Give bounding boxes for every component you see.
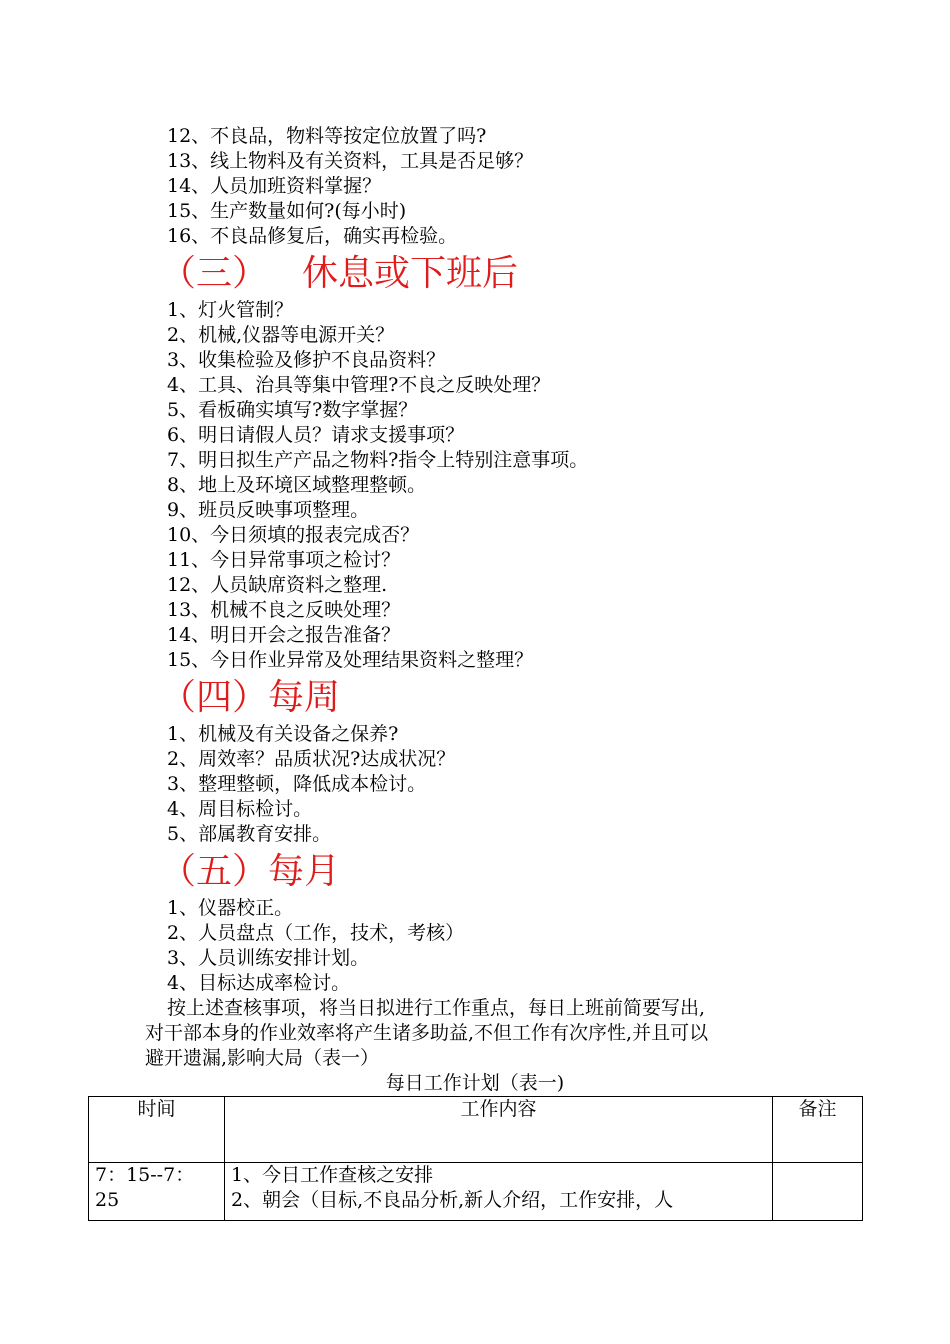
section-heading-4: （四）每周 (160, 677, 341, 718)
list-item: 2、周效率？品质状况?达成状况？ (167, 748, 456, 770)
daily-plan-table (88, 1096, 863, 1221)
list-item: 14、明日开会之报告准备？ (167, 624, 401, 646)
list-item: 3、整理整顿，降低成本检讨。 (167, 773, 427, 795)
list-item: 13、线上物料及有关资料，工具是否足够？ (167, 150, 534, 172)
header-content: 工作内容 (225, 1097, 773, 1163)
time-cell (89, 1163, 225, 1221)
note-cell (773, 1163, 863, 1221)
table-caption: 每日工作计划（表一) (385, 1072, 565, 1094)
table-header-row (89, 1097, 863, 1163)
list-item: 15、今日作业异常及处理结果资料之整理？ (167, 649, 534, 671)
list-item: 5、部属教育安排。 (167, 823, 332, 845)
time-line: 7：15--7： (95, 1164, 195, 1186)
list-item: 16、不良品修复后，确实再检验。 (167, 225, 458, 247)
list-item: 8、地上及环境区域整理整顿。 (167, 474, 427, 496)
list-item: 9、班员反映事项整理。 (167, 499, 370, 521)
content-line: 1、今日工作查核之安排 (231, 1164, 434, 1186)
list-item: 2、机械,仪器等电源开关？ (167, 324, 395, 346)
list-item: 1、灯火管制？ (167, 299, 294, 321)
list-item: 7、明日拟生产产品之物料?指令上特别注意事项。 (167, 449, 589, 471)
paragraph-line: 避开遗漏,影响大局（表一） (145, 1047, 380, 1069)
list-item: 4、工具、治具等集中管理?不良之反映处理？ (167, 374, 551, 396)
list-item: 15、生产数量如何?(每小时) (167, 200, 407, 222)
list-item: 11、今日异常事项之检讨？ (167, 549, 401, 571)
list-item: 4、周目标检讨。 (167, 798, 313, 820)
list-item: 3、人员训练安排计划。 (167, 947, 370, 969)
list-item: 10、今日须填的报表完成否？ (167, 524, 420, 546)
paragraph-line: 对干部本身的作业效率将产生诸多助益,不但工作有次序性,并且可以 (145, 1022, 709, 1044)
section-heading-3 (160, 254, 518, 294)
content-cell (225, 1163, 773, 1221)
section-number: （三） (160, 253, 269, 294)
list-item: 13、机械不良之反映处理？ (167, 599, 401, 621)
list-item: 12、人员缺席资料之整理. (167, 574, 388, 596)
list-item: 1、仪器校正。 (167, 897, 294, 919)
list-item: 12、不良品，物料等按定位放置了吗? (167, 125, 487, 147)
list-item: 3、收集检验及修护不良品资料？ (167, 349, 446, 371)
list-item: 5、看板确实填写?数字掌握？ (167, 399, 418, 421)
table-row (89, 1163, 863, 1221)
header-note: 备注 (773, 1097, 863, 1163)
list-item: 14、人员加班资料掌握？ (167, 175, 382, 197)
list-item: 2、人员盘点（工作，技术，考核） (167, 922, 465, 944)
header-time: 时间 (89, 1097, 225, 1163)
time-line: 25 (95, 1189, 120, 1211)
section-heading-5: （五）每月 (160, 851, 341, 892)
section-title: 休息或下班后 (302, 253, 519, 294)
content-line: 2、朝会（目标,不良品分析,新人介绍，工作安排，人 (231, 1189, 674, 1211)
list-item: 4、目标达成率检讨。 (167, 972, 351, 994)
list-item: 1、机械及有关设备之保养? (167, 723, 399, 745)
paragraph-line: 按上述查核事项，将当日拟进行工作重点，每日上班前简要写出, (148, 997, 706, 1019)
list-item: 6、明日请假人员？请求支援事项？ (167, 424, 465, 446)
